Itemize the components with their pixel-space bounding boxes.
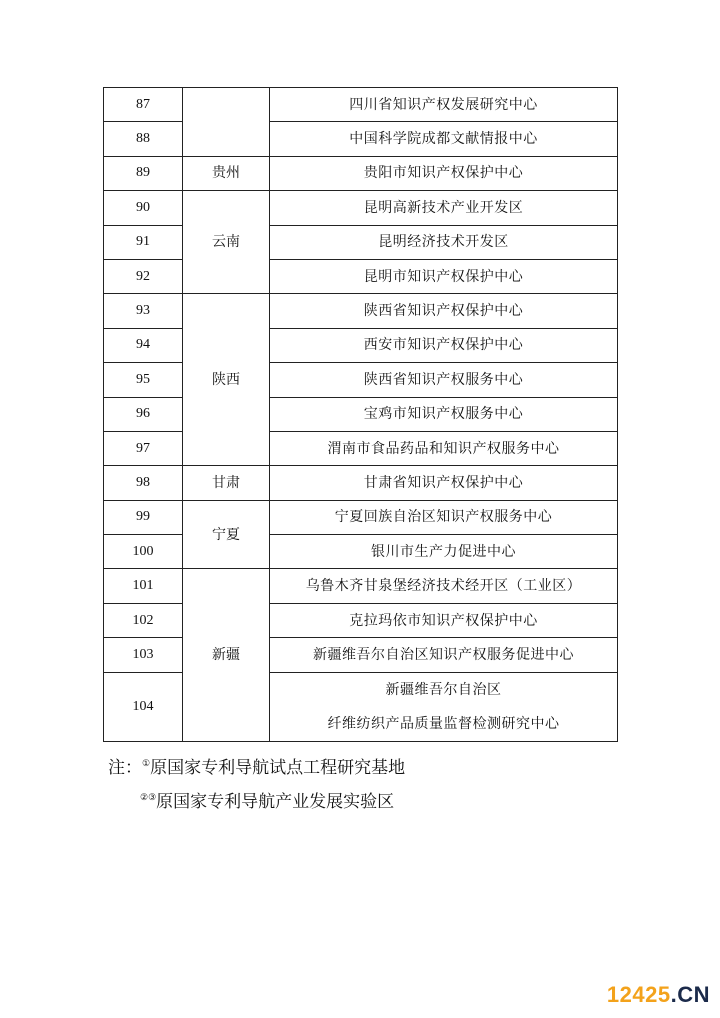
- table-row: [104, 363, 618, 397]
- table-row: [104, 294, 618, 328]
- footnote-2: [108, 783, 405, 817]
- table-row: [104, 569, 618, 603]
- watermark-main: 12425: [606, 982, 671, 1007]
- table-row: [104, 500, 618, 534]
- institution-name-line: 新疆维吾尔自治区: [385, 681, 502, 698]
- institution-name: [270, 672, 618, 741]
- row-number: 92: [104, 259, 183, 293]
- region-cell: [183, 88, 270, 157]
- institution-name: 四川省知识产权发展研究中心: [270, 88, 618, 122]
- row-number: 101: [104, 569, 183, 603]
- institution-name: 银川市生产力促进中心: [270, 535, 618, 569]
- row-number: 98: [104, 466, 183, 500]
- notes-prefix: 注：: [108, 758, 142, 778]
- institution-name-line: 纤维纺织产品质量监督检测研究中心: [327, 715, 560, 732]
- institution-name: 昆明经济技术开发区: [270, 225, 618, 259]
- row-number: 104: [104, 672, 183, 741]
- row-number: 102: [104, 603, 183, 637]
- institution-name: 贵阳市知识产权保护中心: [270, 156, 618, 190]
- table-row: [104, 191, 618, 225]
- row-number: 100: [104, 535, 183, 569]
- region-cell: 宁夏: [183, 500, 270, 569]
- institution-name: 西安市知识产权保护中心: [270, 328, 618, 362]
- table-row: [104, 225, 618, 259]
- row-number: 99: [104, 500, 183, 534]
- row-number: 91: [104, 225, 183, 259]
- institution-name: 昆明高新技术产业开发区: [270, 191, 618, 225]
- table-row: [104, 88, 618, 122]
- row-number: 93: [104, 294, 183, 328]
- institution-name: 昆明市知识产权保护中心: [270, 259, 618, 293]
- watermark-suffix: .CN: [670, 982, 710, 1007]
- region-cell: 新疆: [183, 569, 270, 741]
- table-row: [104, 672, 618, 741]
- table-row: [104, 535, 618, 569]
- table-row: [104, 156, 618, 190]
- institution-name: 陕西省知识产权保护中心: [270, 294, 618, 328]
- footnotes: [108, 749, 405, 817]
- institution-name: 中国科学院成都文献情报中心: [270, 122, 618, 156]
- region-cell: 甘肃: [183, 466, 270, 500]
- institution-name: 陕西省知识产权服务中心: [270, 363, 618, 397]
- institution-name: 甘肃省知识产权保护中心: [270, 466, 618, 500]
- table-row: [104, 638, 618, 672]
- institution-name: 渭南市食品药品和知识产权服务中心: [270, 431, 618, 465]
- institution-name: 宁夏回族自治区知识产权服务中心: [270, 500, 618, 534]
- institution-name: 乌鲁木齐甘泉堡经济技术经开区（工业区）: [270, 569, 618, 603]
- footnote-1: [108, 749, 405, 783]
- row-number: 95: [104, 363, 183, 397]
- row-number: 87: [104, 88, 183, 122]
- table-row: [104, 431, 618, 465]
- region-cell: 贵州: [183, 156, 270, 190]
- row-number: 89: [104, 156, 183, 190]
- site-watermark: [607, 982, 710, 1008]
- institution-name: 宝鸡市知识产权服务中心: [270, 397, 618, 431]
- row-number: 94: [104, 328, 183, 362]
- table-row: [104, 328, 618, 362]
- institution-table: [103, 87, 618, 742]
- row-number: 96: [104, 397, 183, 431]
- row-number: 97: [104, 431, 183, 465]
- footnote-text: 原国家专利导航试点工程研究基地: [150, 758, 406, 778]
- row-number: 88: [104, 122, 183, 156]
- region-cell: 云南: [183, 191, 270, 294]
- table-row: [104, 466, 618, 500]
- table-row: [104, 603, 618, 637]
- footnote-marker: ①: [142, 759, 151, 769]
- institution-name: 新疆维吾尔自治区知识产权服务促进中心: [270, 638, 618, 672]
- footnote-marker: ②③: [140, 793, 157, 803]
- table-row: [104, 259, 618, 293]
- institution-name: 克拉玛依市知识产权保护中心: [270, 603, 618, 637]
- row-number: 103: [104, 638, 183, 672]
- region-cell: 陕西: [183, 294, 270, 466]
- table-row: [104, 122, 618, 156]
- table-row: [104, 397, 618, 431]
- footnote-text: 原国家专利导航产业发展实验区: [156, 792, 395, 812]
- row-number: 90: [104, 191, 183, 225]
